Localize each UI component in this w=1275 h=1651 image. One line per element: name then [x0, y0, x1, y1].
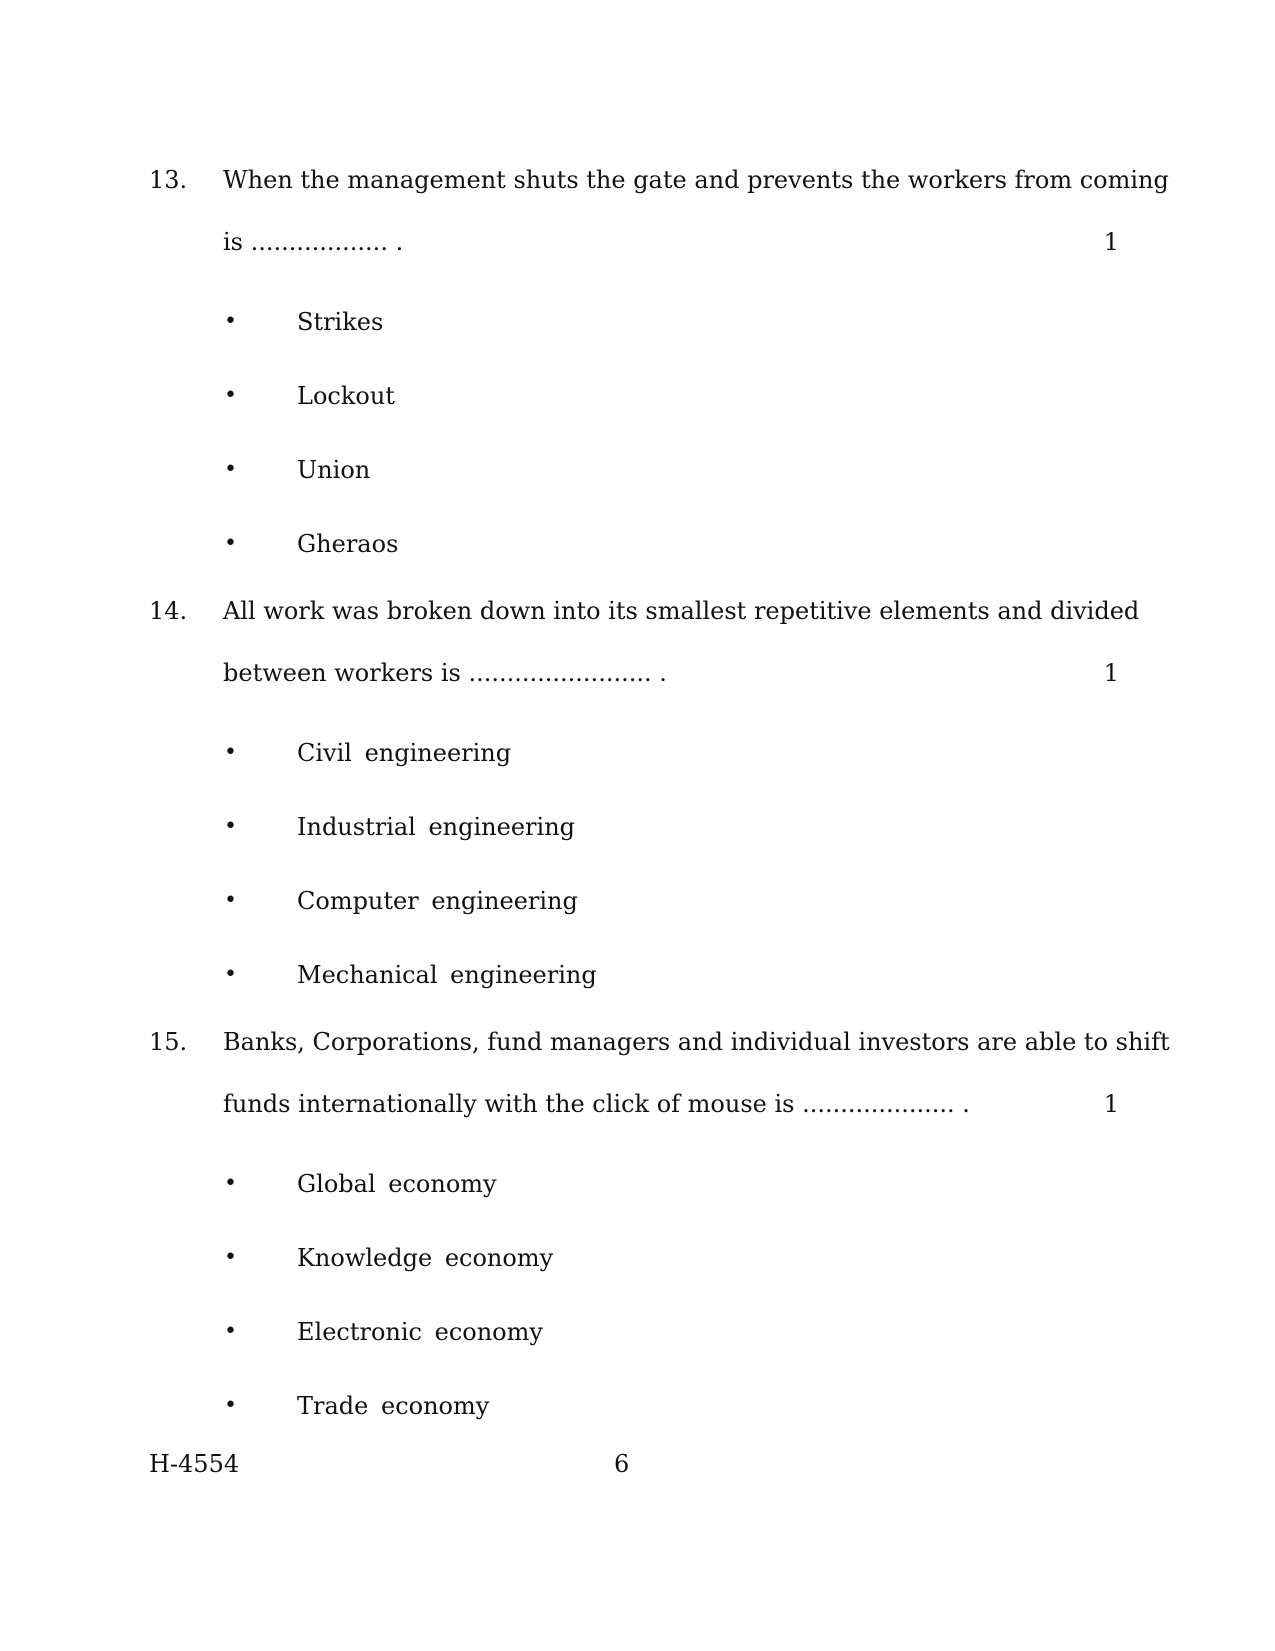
option-item: [149, 1147, 1119, 1221]
option-label: Civil engineering: [297, 739, 512, 767]
page-number: 6: [614, 1450, 630, 1478]
bullet-icon: •: [224, 1171, 237, 1196]
question-marks: 1: [1103, 228, 1119, 256]
option-label: Strikes: [297, 308, 384, 336]
bullet-icon: •: [224, 1319, 237, 1344]
question-text: All work was broken down into its smallest repetitive elements and divided: [223, 597, 1140, 625]
bullet-icon: •: [224, 888, 237, 913]
question-15: [149, 1011, 1170, 1443]
option-label: Computer engineering: [297, 887, 578, 915]
option-item: [149, 285, 1119, 359]
question-13: [149, 149, 1169, 581]
question-text: Banks, Corporations, fund managers and individual investors are able to shift: [223, 1028, 1170, 1056]
bullet-icon: •: [224, 309, 237, 334]
question-line-1: [149, 580, 1140, 642]
option-list: [149, 285, 1119, 581]
option-label: Mechanical engineering: [297, 961, 597, 989]
bullet-icon: •: [224, 457, 237, 482]
option-item: [149, 359, 1119, 433]
option-list: [149, 716, 1119, 1012]
option-item: [149, 1369, 1119, 1443]
bullet-icon: •: [224, 740, 237, 765]
bullet-icon: •: [224, 814, 237, 839]
bullet-icon: •: [224, 962, 237, 987]
question-marks: 1: [1103, 1090, 1119, 1118]
option-label: Knowledge economy: [297, 1244, 554, 1272]
option-label: Union: [297, 456, 371, 484]
question-line-1: [149, 149, 1169, 211]
option-label: Gheraos: [297, 530, 399, 558]
question-number: 15.: [149, 1028, 188, 1056]
bullet-icon: •: [224, 1393, 237, 1418]
option-item: [149, 938, 1119, 1012]
question-line-2: [149, 1073, 1119, 1135]
option-item: [149, 1221, 1119, 1295]
paper-code: H-4554: [149, 1450, 240, 1478]
option-item: [149, 507, 1119, 581]
bullet-icon: •: [224, 1245, 237, 1270]
question-number: 13.: [149, 166, 188, 194]
question-text-continued: between workers is ........................ .: [223, 659, 667, 687]
question-line-2: [149, 642, 1119, 704]
option-item: [149, 864, 1119, 938]
question-number: 14.: [149, 597, 188, 625]
bullet-icon: •: [224, 383, 237, 408]
question-text-continued: is .................. .: [223, 228, 404, 256]
question-text: When the management shuts the gate and prevents the workers from coming: [223, 166, 1169, 194]
option-list: [149, 1147, 1119, 1443]
bullet-icon: •: [224, 531, 237, 556]
option-item: [149, 433, 1119, 507]
option-label: Lockout: [297, 382, 395, 410]
question-text-continued: funds internationally with the click of mouse is .................... .: [223, 1090, 970, 1118]
option-label: Industrial engineering: [297, 813, 576, 841]
option-item: [149, 1295, 1119, 1369]
question-marks: 1: [1103, 659, 1119, 687]
option-item: [149, 790, 1119, 864]
question-line-1: [149, 1011, 1170, 1073]
question-14: [149, 580, 1140, 1012]
option-item: [149, 716, 1119, 790]
option-label: Global economy: [297, 1170, 497, 1198]
option-label: Trade economy: [297, 1392, 490, 1420]
option-label: Electronic economy: [297, 1318, 543, 1346]
question-line-2: [149, 211, 1119, 273]
